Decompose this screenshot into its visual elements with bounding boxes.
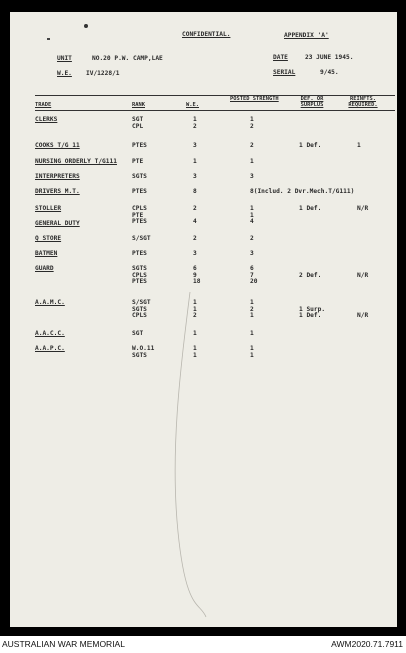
row-we-cell: 1 (193, 330, 197, 337)
row-posted-cell: 2 (250, 235, 254, 242)
row-posted-cell: 2 (250, 305, 254, 313)
row-posted-cell: 1 (250, 158, 254, 165)
row-we-cell: 1 (193, 351, 197, 359)
row-rank-cell: SGTS (132, 351, 147, 359)
row-def-cell: 2 Def. (299, 271, 322, 279)
row-posted-cell: 6 (250, 265, 254, 272)
row-rank-cell: SGTS (132, 265, 147, 272)
row-we-cell: 6 (193, 265, 197, 272)
row-def-cell: 1 Def. (299, 142, 322, 149)
row-reinf-cell: N/R (357, 271, 369, 279)
row-rank-cell: SGTS (132, 305, 147, 313)
row-rank-cell: PTES (132, 142, 147, 149)
row-posted-cell: 1 (250, 351, 254, 359)
serial-label: SERIAL (273, 69, 296, 76)
col-posted: POSTED STRENGTH (230, 96, 279, 102)
row-reinf-cell: 1 (357, 142, 361, 149)
row-trade: INTERPRETERS (35, 173, 80, 180)
row-trade: GENERAL DUTY (35, 220, 80, 227)
row-trade: A.A.C.C. (35, 330, 65, 337)
row-we-cell: 9 (193, 271, 197, 279)
row-rank-cell: CPL (132, 122, 144, 130)
row-we-cell: 2 (193, 235, 197, 242)
row-rank-cell: PTES (132, 188, 147, 195)
row-rank-cell: SGTS (132, 173, 147, 180)
row-rank-cell: PTES (132, 278, 147, 285)
col-def: DEF. OR SURPLUS (300, 96, 324, 108)
row-trade: BATMEN (35, 250, 58, 257)
row-posted-cell: 1 (250, 205, 254, 212)
row-we-cell: 3 (193, 250, 197, 257)
row-def-cell: 1 Def. (299, 312, 322, 319)
col-we: W.E. (186, 102, 199, 108)
footer-bar (0, 636, 406, 653)
row-rank-cell: PTE (132, 158, 144, 165)
row-posted-cell: 1 (250, 312, 254, 319)
date-value: 23 JUNE 1945. (305, 54, 354, 61)
we-label: W.E. (57, 70, 72, 77)
row-posted-cell: 7 (250, 271, 254, 279)
row-rank-cell: S/SGT (132, 235, 151, 242)
row-posted-cell: 1 (250, 345, 254, 352)
table-header-rule (35, 110, 395, 111)
row-def-cell: 1 Def. (299, 205, 322, 212)
row-rank-cell: S/SGT (132, 299, 151, 306)
row-posted-cell: 8(Includ. 2 Dvr.Mech.T/G111) (250, 188, 355, 195)
row-we-cell: 2 (193, 122, 197, 130)
row-trade: Q STORE (35, 235, 62, 242)
serial-value: 9/45. (320, 69, 339, 76)
row-rank-cell: SGT (132, 330, 144, 337)
row-trade: A.A.M.C. (35, 299, 65, 306)
row-trade: A.A.P.C. (35, 345, 65, 352)
row-trade: NURSING ORDERLY T/G111 (35, 158, 117, 165)
row-posted-cell: 3 (250, 250, 254, 257)
row-rank-cell: PTES (132, 250, 147, 257)
row-we-cell: 1 (193, 116, 197, 123)
row-we-cell: 1 (193, 299, 197, 306)
footer-source: AUSTRALIAN WAR MEMORIAL (2, 639, 125, 649)
row-trade: CLERKS (35, 116, 58, 123)
row-we-cell: 8 (193, 188, 197, 195)
date-label: DATE (273, 54, 288, 61)
row-posted-cell: 2 (250, 122, 254, 130)
row-rank-cell: SGT (132, 116, 144, 123)
row-we-cell: 1 (193, 158, 197, 165)
row-rank-cell: CPLS (132, 205, 147, 212)
row-trade: COOKS T/G 11 (35, 142, 80, 149)
row-we-cell: 3 (193, 142, 197, 149)
col-reinf: REINFTS. REQUIRED. (348, 96, 378, 108)
row-trade: DRIVERS M.T. (35, 188, 80, 195)
row-we-cell: 1 (193, 345, 197, 352)
row-we-cell: 2 (193, 205, 197, 212)
row-posted-cell: 3 (250, 173, 254, 180)
row-posted-cell: 1 (250, 116, 254, 123)
row-we-cell: 4 (193, 218, 197, 225)
row-we-cell: 3 (193, 173, 197, 180)
confidential-label: CONFIDENTIAL. (182, 31, 231, 38)
col-rank: RANK (132, 102, 145, 108)
row-we-cell: 2 (193, 312, 197, 319)
row-posted-cell: 1 (250, 299, 254, 306)
unit-label: UNIT (57, 55, 72, 62)
row-posted-cell: 20 (250, 278, 258, 285)
row-reinf-cell: N/R (357, 312, 369, 319)
row-we-cell: 1 (193, 305, 197, 313)
row-trade: GUARD (35, 265, 54, 272)
row-we-cell: 18 (193, 278, 201, 285)
row-posted-cell: 1 (250, 330, 254, 337)
row-trade: STOLLER (35, 205, 62, 212)
row-posted-cell: 2 (250, 142, 254, 149)
row-rank-cell: CPLS (132, 271, 147, 279)
pen-stroke-mark (160, 292, 220, 622)
row-rank-cell: CPLS (132, 312, 147, 319)
we-value: IV/1228/1 (86, 70, 120, 77)
appendix-label: APPENDIX 'A' (284, 32, 329, 39)
ink-spot (84, 24, 88, 28)
col-trade: TRADE (35, 102, 52, 108)
row-rank-cell: W.O.11 (132, 345, 155, 352)
row-rank-cell: PTE (132, 211, 144, 219)
row-rank-cell: PTES (132, 218, 147, 225)
unit-value: NO.20 P.W. CAMP,LAE (92, 55, 163, 62)
row-def-cell: 1 Surp. (299, 305, 326, 313)
row-reinf-cell: N/R (357, 205, 369, 212)
document-page (10, 12, 397, 627)
row-posted-cell: 4 (250, 218, 254, 225)
row-posted-cell: 1 (250, 211, 254, 219)
footer-reference: AWM2020.71.7911 (331, 639, 403, 649)
ink-spot (47, 38, 50, 40)
